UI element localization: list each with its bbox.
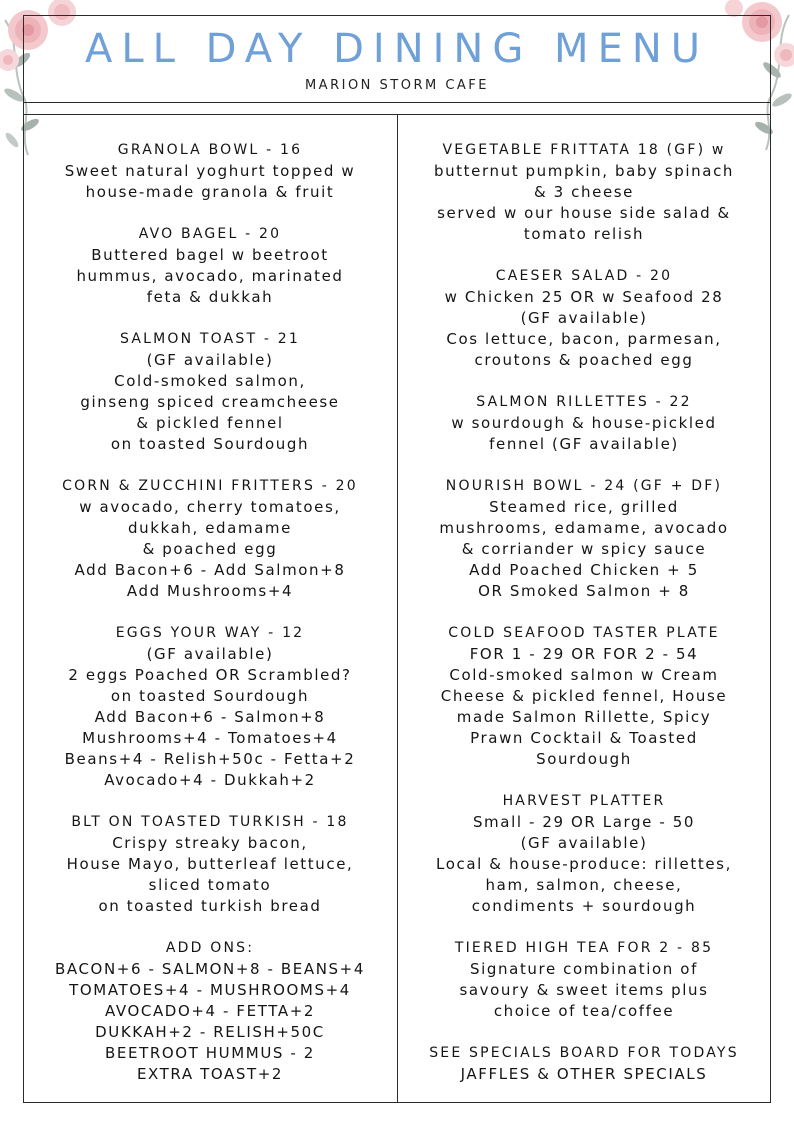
- menu-item-description-line: Cheese & pickled fennel, House: [440, 687, 728, 705]
- menu-item-name: BLT ON TOASTED TURKISH - 18: [71, 814, 349, 830]
- menu-item-name: GRANOLA BOWL - 16: [117, 142, 303, 158]
- header-rule-top: [23, 102, 771, 103]
- menu-item-description-line: house-made granola & fruit: [85, 183, 335, 201]
- menu-item: [28, 476, 392, 602]
- menu-item-description-line: & corriander w spicy sauce: [461, 540, 707, 558]
- menu-item-name: SALMON RILLETTES - 22: [476, 394, 692, 410]
- menu-item: [402, 476, 766, 602]
- menu-item-description-line: ginseng spiced creamcheese: [80, 393, 340, 411]
- menu-item-description-line: & pickled fennel: [136, 414, 284, 432]
- menu-item-description-line: tomato relish: [523, 225, 645, 243]
- menu-item-description-line: (GF available): [520, 309, 648, 327]
- menu-item-description-line: mushrooms, edamame, avocado: [439, 519, 729, 537]
- menu-item-description-line: served w our house side salad &: [437, 204, 731, 222]
- menu-item-description-line: croutons & poached egg: [474, 351, 694, 369]
- menu-item-description-line: Add Bacon+6 - Salmon+8: [94, 708, 326, 726]
- menu-item-description-line: Add Poached Chicken + 5: [469, 561, 699, 579]
- menu-item-name: EGGS YOUR WAY - 12: [115, 625, 305, 641]
- menu-item-description-line: Mushrooms+4 - Tomatoes+4: [82, 729, 338, 747]
- menu-item-description-line: condiments + sourdough: [471, 897, 697, 915]
- menu-item-description-line: w Chicken 25 OR w Seafood 28: [444, 288, 724, 306]
- menu-item-description-line: Cos lettuce, bacon, parmesan,: [446, 330, 722, 348]
- menu-item-description-line: Sourdough: [536, 750, 632, 768]
- menu-item-description-line: feta & dukkah: [146, 288, 274, 306]
- menu-item-description-line: Local & house-produce: rillettes,: [436, 855, 732, 873]
- menu-item-name: HARVEST PLATTER: [502, 793, 666, 809]
- menu-item-description-line: Add Mushrooms+4: [126, 582, 294, 600]
- menu-item-description-line: FOR 1 - 29 OR FOR 2 - 54: [469, 645, 699, 663]
- menu-column-right: [402, 140, 766, 1106]
- menu-item-description-line: on toasted Sourdough: [110, 435, 310, 453]
- menu-item-description-line: butternut pumpkin, baby spinach: [433, 162, 735, 180]
- menu-item-description-line: Cold-smoked salmon w Cream: [449, 666, 719, 684]
- menu-item: [402, 140, 766, 245]
- menu-item-name: NOURISH BOWL - 24 (GF + DF): [445, 478, 723, 494]
- menu-item-description-line: (GF available): [146, 351, 274, 369]
- menu-item-description-line: BACON+6 - SALMON+8 - BEANS+4: [55, 960, 365, 978]
- menu-item-description-line: Buttered bagel w beetroot: [91, 246, 329, 264]
- menu-item-name: SALMON TOAST - 21: [119, 331, 301, 347]
- menu-item-description-line: Cold-smoked salmon,: [114, 372, 306, 390]
- menu-item: [28, 224, 392, 308]
- menu-item-name: TIERED HIGH TEA FOR 2 - 85: [454, 940, 714, 956]
- menu-column-left: [28, 140, 392, 1106]
- menu-item: [402, 791, 766, 917]
- menu-item-name: SEE SPECIALS BOARD FOR TODAYS: [429, 1045, 739, 1061]
- menu-item: [402, 623, 766, 770]
- menu-item: [402, 392, 766, 455]
- menu-item-description-line: & poached egg: [142, 540, 278, 558]
- menu-item: [402, 1043, 766, 1085]
- menu-item-description-line: & 3 cheese: [533, 183, 635, 201]
- menu-item-name: AVO BAGEL - 20: [138, 226, 282, 242]
- menu-item: [28, 140, 392, 203]
- menu-item-description-line: Sweet natural yoghurt topped w: [64, 162, 356, 180]
- menu-item-description-line: EXTRA TOAST+2: [136, 1065, 284, 1083]
- menu-item-description-line: hummus, avocado, marinated: [76, 267, 344, 285]
- column-divider: [397, 114, 398, 1103]
- menu-item-description-line: House Mayo, butterleaf lettuce,: [66, 855, 354, 873]
- menu-item-description-line: Avocado+4 - Dukkah+2: [104, 771, 316, 789]
- menu-item-description-line: Signature combination of: [470, 960, 698, 978]
- menu-item: [28, 329, 392, 455]
- menu-item-description-line: Prawn Cocktail & Toasted: [470, 729, 698, 747]
- menu-item: [28, 623, 392, 791]
- menu-item-description-line: w avocado, cherry tomatoes,: [79, 498, 341, 516]
- cafe-name: MARION STORM CAFE: [304, 78, 490, 93]
- menu-item-description-line: (GF available): [146, 645, 274, 663]
- menu-item-name: COLD SEAFOOD TASTER PLATE: [448, 625, 720, 641]
- menu-item-description-line: Beans+4 - Relish+50c - Fetta+2: [64, 750, 356, 768]
- menu-item: [402, 266, 766, 371]
- menu-item-description-line: Small - 29 OR Large - 50: [472, 813, 696, 831]
- menu-item-description-line: on toasted turkish bread: [98, 897, 322, 915]
- menu-item-description-line: (GF available): [520, 834, 648, 852]
- menu-item-description-line: dukkah, edamame: [128, 519, 292, 537]
- menu-title: ALL DAY DINING MENU: [84, 26, 710, 72]
- menu-item-name: CORN & ZUCCHINI FRITTERS - 20: [62, 478, 358, 494]
- menu-item: [28, 812, 392, 917]
- menu-item-description-line: Steamed rice, grilled: [489, 498, 679, 516]
- menu-item-description-line: Crispy streaky bacon,: [112, 834, 308, 852]
- menu-item-description-line: w sourdough & house-pickled: [451, 414, 717, 432]
- menu-item-description-line: savoury & sweet items plus: [459, 981, 709, 999]
- menu-item-description-line: TOMATOES+4 - MUSHROOMS+4: [69, 981, 351, 999]
- menu-item-description-line: OR Smoked Salmon + 8: [478, 582, 690, 600]
- menu-item-description-line: ham, salmon, cheese,: [485, 876, 683, 894]
- menu-item-description-line: choice of tea/coffee: [493, 1002, 675, 1020]
- menu-item-description-line: 2 eggs Poached OR Scrambled?: [68, 666, 352, 684]
- menu-item-description-line: AVOCADO+4 - FETTA+2: [104, 1002, 316, 1020]
- menu-item: [28, 938, 392, 1085]
- menu-item-name: CAESER SALAD - 20: [495, 268, 673, 284]
- menu-item-description-line: made Salmon Rillette, Spicy: [456, 708, 712, 726]
- menu-item-description-line: BEETROOT HUMMUS - 2: [105, 1044, 315, 1062]
- menu-item-name: VEGETABLE FRITTATA 18 (GF) w: [442, 142, 726, 158]
- menu-item-description-line: fennel (GF available): [489, 435, 679, 453]
- menu-item-description-line: on toasted Sourdough: [110, 687, 310, 705]
- menu-item-description-line: Add Bacon+6 - Add Salmon+8: [74, 561, 346, 579]
- menu-item-description-line: DUKKAH+2 - RELISH+50C: [95, 1023, 325, 1041]
- menu-item-description-line: JAFFLES & OTHER SPECIALS: [460, 1065, 708, 1083]
- menu-item-description-line: sliced tomato: [148, 876, 272, 894]
- menu-item-name: ADD ONS:: [165, 940, 255, 956]
- menu-item: [402, 938, 766, 1022]
